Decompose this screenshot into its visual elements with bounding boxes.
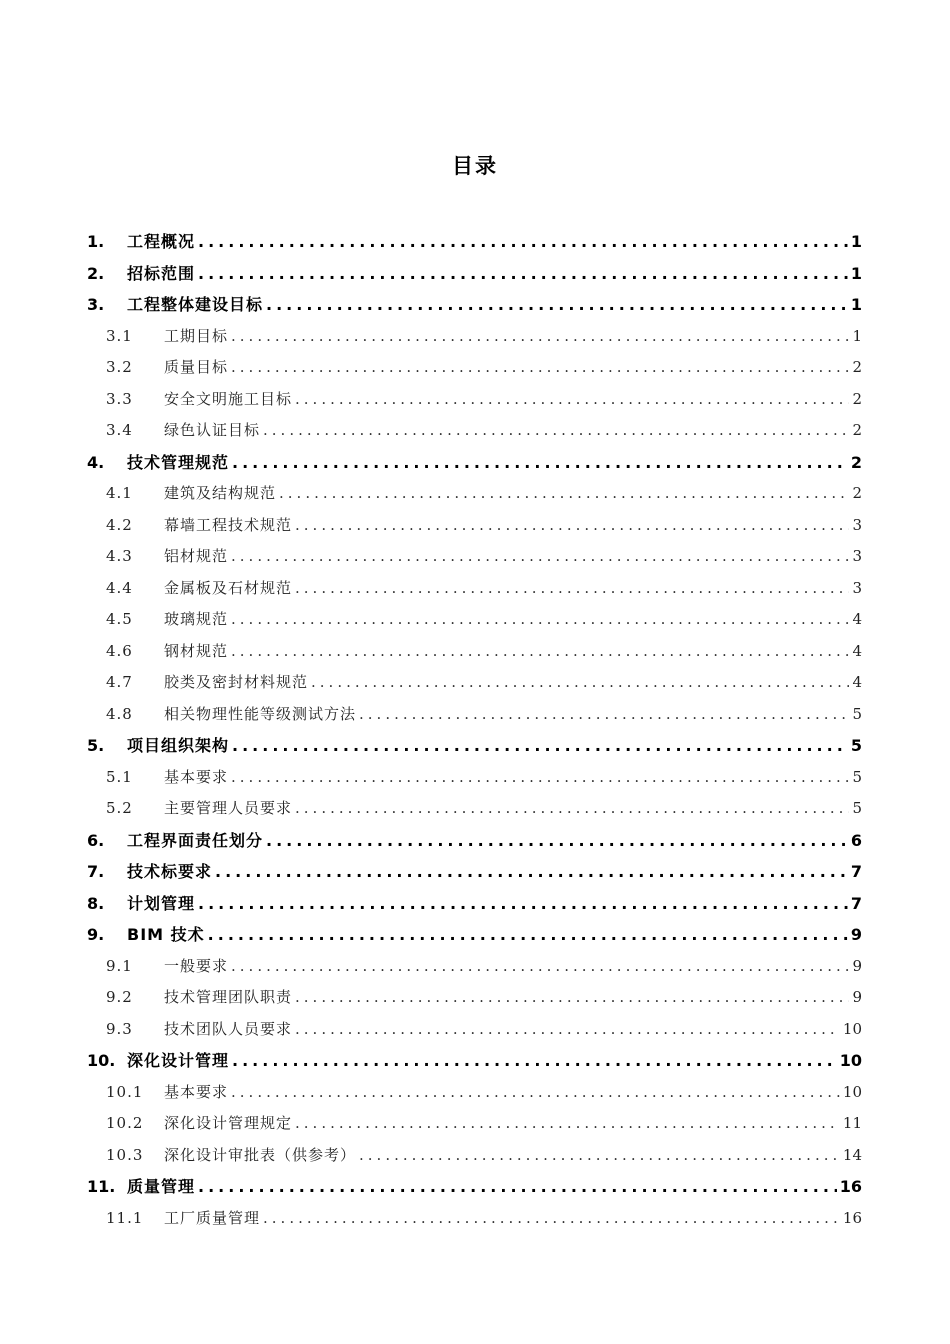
toc-entry-section[interactable] — [106, 352, 862, 383]
toc-dot-leader — [295, 573, 849, 604]
toc-dot-leader — [295, 510, 849, 541]
toc-entry-title: 钢材规范 — [164, 641, 229, 660]
toc-entry-number: 11.1 — [106, 1208, 144, 1227]
toc-dot-leader — [215, 856, 848, 887]
toc-entry-title: 玻璃规范 — [164, 610, 229, 628]
toc-entry-page-number: 2 — [850, 452, 862, 472]
toc-entry-page-number: 1 — [850, 232, 862, 251]
toc-entry-page-number: 2 — [852, 389, 862, 408]
toc-entry-section[interactable] — [106, 1014, 862, 1045]
toc-entry-title: 工程概况 — [127, 232, 196, 251]
toc-entry-section[interactable] — [106, 541, 862, 572]
toc-entry-section[interactable] — [106, 478, 862, 509]
toc-dot-leader — [198, 888, 848, 919]
toc-entry-page-number: 10 — [839, 1051, 862, 1070]
toc-entry-page-number: 6 — [850, 830, 862, 850]
toc-entry-title: 安全文明施工目标 — [164, 389, 293, 408]
toc-entry-number: 4.6 — [106, 641, 133, 660]
toc-entry-section[interactable] — [106, 415, 862, 446]
toc-dot-leader — [231, 321, 849, 352]
toc-entry-page-number: 11 — [842, 1114, 862, 1132]
toc-entry-page-number: 7 — [850, 862, 862, 881]
toc-dot-leader — [231, 951, 849, 982]
toc-entry-number: 2. — [87, 263, 105, 283]
toc-entry-chapter[interactable] — [87, 1045, 862, 1076]
toc-entry-title: 技术管理规范 — [127, 452, 230, 472]
toc-entry-number: 5. — [87, 736, 105, 755]
toc-entry-title: 基本要求 — [164, 767, 229, 786]
toc-entry-section[interactable] — [106, 573, 862, 604]
toc-dot-leader — [232, 1045, 837, 1076]
toc-entry-number: 3.3 — [106, 389, 133, 408]
toc-entry-number: 10.3 — [106, 1145, 144, 1164]
toc-dot-leader — [295, 1108, 840, 1139]
toc-entry-number: 5.2 — [106, 799, 133, 817]
toc-dot-leader — [295, 384, 849, 415]
toc-entry-page-number: 4 — [852, 673, 862, 691]
toc-dot-leader — [295, 982, 849, 1013]
toc-dot-leader — [231, 762, 849, 793]
toc-entry-chapter[interactable] — [87, 1171, 862, 1202]
toc-entry-page-number: 3 — [852, 578, 862, 597]
toc-entry-number: 4.4 — [106, 578, 133, 597]
toc-dot-leader — [232, 730, 848, 761]
toc-dot-leader — [266, 825, 848, 856]
toc-entry-number: 9.2 — [106, 988, 133, 1006]
toc-entry-number: 1. — [87, 232, 105, 251]
toc-dot-leader — [231, 1077, 840, 1108]
toc-entry-page-number: 16 — [839, 1177, 862, 1196]
toc-entry-section[interactable] — [106, 699, 862, 730]
toc-entry-page-number: 9 — [852, 956, 862, 975]
toc-entry-number: 11. — [87, 1177, 116, 1196]
toc-entry-title: 工期目标 — [164, 326, 229, 345]
toc-entry-title: 主要管理人员要求 — [164, 799, 293, 817]
toc-entry-title: 工程整体建设目标 — [127, 295, 264, 314]
toc-entry-chapter[interactable] — [87, 289, 862, 320]
toc-entry-section[interactable] — [106, 793, 862, 824]
toc-entry-section[interactable] — [106, 982, 862, 1013]
toc-title: 目录 — [452, 154, 498, 178]
toc-entry-number: 9.3 — [106, 1019, 133, 1038]
toc-entry-chapter[interactable] — [87, 258, 862, 289]
toc-entry-page-number: 2 — [852, 484, 862, 502]
toc-entry-section[interactable] — [106, 321, 862, 352]
toc-entry-section[interactable] — [106, 1140, 862, 1171]
toc-dot-leader — [295, 793, 849, 824]
toc-dot-leader — [231, 541, 849, 572]
toc-entry-title: BIM 技术 — [127, 925, 205, 944]
toc-dot-leader — [266, 289, 848, 320]
toc-entry-chapter[interactable] — [87, 856, 862, 887]
toc-entry-page-number: 3 — [852, 547, 862, 565]
toc-entry-number: 3.2 — [106, 358, 133, 376]
toc-entry-title: 深化设计审批表（供参考） — [164, 1145, 357, 1164]
toc-entry-title: 计划管理 — [127, 893, 196, 913]
toc-entry-title: 基本要求 — [164, 1082, 229, 1101]
toc-entry-title: 工程界面责任划分 — [127, 830, 264, 850]
toc-entry-section[interactable] — [106, 762, 862, 793]
toc-entry-number: 3. — [87, 295, 105, 314]
toc-entry-title: 深化设计管理 — [127, 1051, 230, 1070]
toc-entry-section[interactable] — [106, 604, 862, 635]
toc-entry-section[interactable] — [106, 510, 862, 541]
toc-entry-title: 铝材规范 — [164, 547, 229, 565]
toc-entry-section[interactable] — [106, 1077, 862, 1108]
toc-entry-number: 3.4 — [106, 421, 133, 439]
toc-entry-title: 项目组织架构 — [127, 736, 230, 755]
toc-entry-title: 招标范围 — [127, 263, 196, 283]
toc-entry-title: 幕墙工程技术规范 — [164, 515, 293, 534]
toc-dot-leader — [279, 478, 849, 509]
toc-entry-chapter[interactable] — [87, 888, 862, 919]
toc-entry-page-number: 5 — [850, 736, 862, 755]
toc-entry-number: 4. — [87, 452, 105, 472]
toc-dot-leader — [232, 447, 848, 478]
toc-entry-number: 5.1 — [106, 767, 133, 786]
toc-entry-page-number: 16 — [842, 1208, 862, 1227]
toc-entry-number: 4.8 — [106, 704, 133, 723]
toc-entry-section[interactable] — [106, 1108, 862, 1139]
toc-dot-leader — [198, 258, 848, 289]
toc-entry-page-number: 4 — [852, 610, 862, 628]
toc-entry-section[interactable] — [106, 384, 862, 415]
toc-entry-section[interactable] — [106, 636, 862, 667]
toc-dot-leader — [263, 1203, 840, 1234]
toc-entry-page-number: 4 — [852, 641, 862, 660]
toc-dot-leader — [359, 699, 849, 730]
toc-dot-leader — [208, 919, 848, 950]
toc-entry-title: 一般要求 — [164, 956, 229, 975]
toc-entry-number: 9.1 — [106, 956, 133, 975]
toc-entry-number: 3.1 — [106, 326, 133, 345]
toc-entry-chapter[interactable] — [87, 447, 862, 478]
toc-entry-section[interactable] — [106, 951, 862, 982]
toc-entry-page-number: 9 — [852, 988, 862, 1006]
toc-entry-page-number: 5 — [852, 704, 862, 723]
toc-entry-page-number: 2 — [852, 421, 862, 439]
toc-entry-page-number: 5 — [852, 767, 862, 786]
toc-dot-leader — [311, 667, 849, 698]
toc-entry-title: 深化设计管理规定 — [164, 1114, 293, 1132]
toc-dot-leader — [295, 1014, 840, 1045]
toc-entry-section[interactable] — [106, 667, 862, 698]
toc-entry-page-number: 1 — [850, 295, 862, 314]
toc-dot-leader — [263, 415, 849, 446]
toc-dot-leader — [198, 226, 848, 257]
toc-entry-section[interactable] — [106, 1203, 862, 1234]
toc-entry-number: 4.3 — [106, 547, 133, 565]
toc-entry-page-number: 1 — [850, 263, 862, 283]
toc-entry-page-number: 10 — [842, 1019, 862, 1038]
toc-entry-title: 金属板及石材规范 — [164, 578, 293, 597]
toc-dot-leader — [231, 604, 849, 635]
toc-entry-chapter[interactable] — [87, 825, 862, 856]
toc-entry-number: 4.2 — [106, 515, 133, 534]
toc-entry-page-number: 2 — [852, 358, 862, 376]
toc-entry-number: 8. — [87, 893, 105, 913]
toc-entry-title: 相关物理性能等级测试方法 — [164, 704, 357, 723]
toc-entry-page-number: 9 — [850, 925, 862, 944]
toc-entry-number: 10.1 — [106, 1082, 144, 1101]
toc-entry-page-number: 1 — [852, 326, 862, 345]
toc-entry-title: 技术标要求 — [127, 862, 213, 881]
toc-entry-chapter[interactable] — [87, 226, 862, 257]
toc-entry-number: 4.7 — [106, 673, 133, 691]
toc-entry-title: 工厂质量管理 — [164, 1208, 261, 1227]
toc-entry-number: 9. — [87, 925, 105, 944]
toc-entry-page-number: 3 — [852, 515, 862, 534]
toc-entry-chapter[interactable] — [87, 919, 862, 950]
toc-entry-title: 胶类及密封材料规范 — [164, 673, 309, 691]
toc-entry-number: 6. — [87, 830, 105, 850]
toc-dot-leader — [231, 352, 849, 383]
toc-dot-leader — [359, 1140, 840, 1171]
toc-entry-title: 技术管理团队职责 — [164, 988, 293, 1006]
toc-entry-chapter[interactable] — [87, 730, 862, 761]
toc-entry-page-number: 10 — [842, 1082, 862, 1101]
toc-entry-page-number: 7 — [850, 893, 862, 913]
toc-dot-leader — [198, 1171, 837, 1202]
toc-dot-leader — [231, 636, 849, 667]
toc-entry-number: 4.5 — [106, 610, 133, 628]
toc-entry-title: 绿色认证目标 — [164, 421, 261, 439]
toc-entry-number: 10.2 — [106, 1114, 144, 1132]
toc-entry-page-number: 14 — [842, 1145, 862, 1164]
toc-entry-title: 质量目标 — [164, 358, 229, 376]
toc-entry-number: 7. — [87, 862, 105, 881]
toc-entry-number: 10. — [87, 1051, 116, 1070]
toc-entry-number: 4.1 — [106, 484, 133, 502]
toc-entry-title: 技术团队人员要求 — [164, 1019, 293, 1038]
toc-entry-title: 质量管理 — [127, 1177, 196, 1196]
toc-entry-title: 建筑及结构规范 — [164, 484, 277, 502]
toc-entry-page-number: 5 — [852, 799, 862, 817]
